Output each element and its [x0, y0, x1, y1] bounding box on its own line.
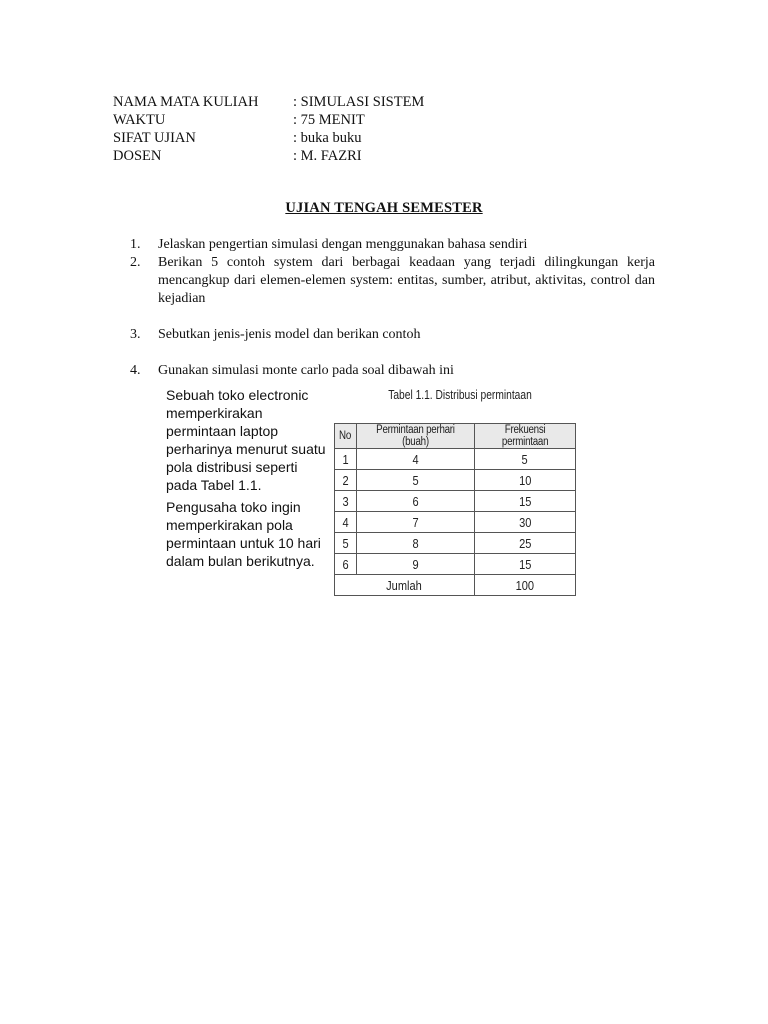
- header-row-course: [113, 93, 424, 111]
- table-cell: 10: [474, 470, 575, 491]
- table-header-cell: Permintaan perhari (buah): [356, 424, 474, 449]
- table-cell: 5: [335, 533, 357, 554]
- table-total-label: Jumlah: [335, 575, 475, 596]
- table-cell: 5: [474, 449, 575, 470]
- header-row-time: [113, 111, 424, 129]
- header-label: NAMA MATA KULIAH: [113, 94, 259, 110]
- distribution-table: [334, 423, 576, 596]
- table-row: [335, 491, 576, 512]
- header-value: : M. FAZRI: [293, 148, 362, 164]
- case-description: [166, 386, 326, 574]
- case-paragraph: Pengusaha toko ingin memperkirakan pola permintaan untuk 10 hari dalam bulan berikutnya.: [166, 499, 321, 569]
- header-label: SIFAT UJIAN: [113, 130, 196, 146]
- table-cell: 30: [474, 512, 575, 533]
- table-row: [335, 533, 576, 554]
- question-item: [113, 254, 655, 308]
- table-caption: Tabel 1.1. Distribusi permintaan: [388, 388, 532, 402]
- table-cell: 1: [335, 449, 357, 470]
- header-value: : buka buku: [293, 130, 362, 146]
- table-cell: 4: [335, 512, 357, 533]
- table-total-row: [335, 575, 576, 596]
- exam-title: UJIAN TENGAH SEMESTER: [285, 200, 483, 216]
- table-row: [335, 554, 576, 575]
- question-list: [113, 236, 655, 380]
- case-paragraph: Sebuah toko electronic memperkirakan permintaan laptop perharinya menurut suatu pola distribusi seperti pada Tabel 1.1.: [166, 387, 326, 493]
- header-label: WAKTU: [113, 112, 166, 128]
- table-cell: 6: [356, 491, 474, 512]
- table-header-cell: No: [335, 424, 357, 449]
- header-value: : 75 MENIT: [293, 112, 365, 128]
- question-number: 2.: [130, 255, 141, 270]
- header-row-lecturer: [113, 147, 424, 165]
- table-cell: 15: [474, 554, 575, 575]
- question-number: 4.: [130, 363, 141, 378]
- table-header-cell: Frekuensi permintaan: [474, 424, 575, 449]
- table-total-value: 100: [474, 575, 575, 596]
- header-row-exam-type: [113, 129, 424, 147]
- question-item: [113, 362, 655, 380]
- question-text: Jelaskan pengertian simulasi dengan menggunakan bahasa sendiri: [158, 237, 528, 252]
- question-number: 1.: [130, 237, 141, 252]
- table-cell: 8: [356, 533, 474, 554]
- table-cell: 3: [335, 491, 357, 512]
- question-text: Berikan 5 contoh system dari berbagai keadaan yang terjadi dilingkungan kerja mencangkup dari elemen-elemen system: entitas, sumber, atribut, aktivitas, control dan kejadian: [158, 255, 655, 306]
- table-row: [335, 449, 576, 470]
- table-cell: 15: [474, 491, 575, 512]
- distribution-table-block: [334, 388, 576, 596]
- table-cell: 4: [356, 449, 474, 470]
- question-number: 3.: [130, 327, 141, 342]
- table-cell: 25: [474, 533, 575, 554]
- table-header-row: [335, 424, 576, 449]
- exam-header: [113, 93, 424, 165]
- table-row: [335, 470, 576, 491]
- question-text: Gunakan simulasi monte carlo pada soal dibawah ini: [158, 363, 454, 378]
- table-row: [335, 512, 576, 533]
- question-text: Sebutkan jenis-jenis model dan berikan contoh: [158, 327, 421, 342]
- table-cell: 5: [356, 470, 474, 491]
- question-item: [113, 326, 655, 344]
- header-value: : SIMULASI SISTEM: [293, 94, 425, 110]
- table-cell: 9: [356, 554, 474, 575]
- table-cell: 2: [335, 470, 357, 491]
- table-cell: 7: [356, 512, 474, 533]
- table-cell: 6: [335, 554, 357, 575]
- header-label: DOSEN: [113, 148, 162, 164]
- question-item: [113, 236, 655, 254]
